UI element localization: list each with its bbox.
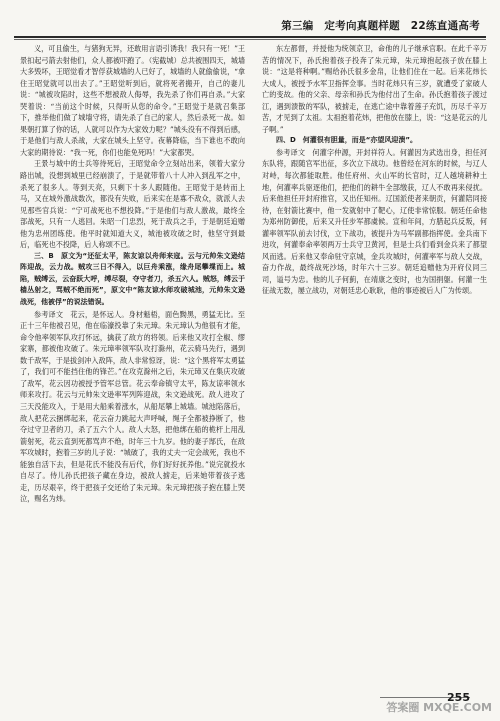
running-header-title: 第三编 定考向真题样题 22练直通高考 bbox=[281, 20, 480, 32]
reference-translation: 参考译文 花云，是怀远人。身材魁梧，面色黝黑，勇猛无比。至正十三年他被召见，他在临濠投靠了朱元璋。朱元璋认为他很有才能，命令他率领军队攻打怀远，擒获了敌方的将领。后来他又攻打全椒、缪家寨，都被他攻破了。朱元璋率领军队攻打滁州，花云骑马先行，遇到数千敌军，于是拔剑冲入敌阵，敌人非常惊讶，说：“这个黑将军太勇猛了，我们可不能挡住他的锋芒。”在攻克滁州之后，朱元璋又在集庆攻破了敌军，花云因功被授予管军总管。花云奉命镇守太平，陈友谅率领水师来攻打。花云与元帅朱文逊率军列阵迎战，朱文逊战死。敌人进攻了三天没能攻入，于是用大船乘着涨水，从船尾攀上城墙。城池陷落后，敌人把花云捆绑起来，花云奋力跳起大声呼喊，绳子全都被挣断了，他夺过守卫者的刀，杀了五六个人。敌人大怒，把他绑在船的桅杆上用乱箭射死，花云直到死都骂声不绝，时年三十九岁。他的妻子郜氏，在敌军攻城时，抱着三岁的儿子说：“城破了，我的丈夫一定会战死，我也不能独自活下去，但是花氏不能没有后代，你们好好抚养他。”说完就投水自尽了。侍儿孙氏把孩子藏在身边，被敌人掳走，后来她带着孩子逃走，历尽艰辛，终于把孩子交还给了朱元璋。朱元璋把孩子抱在膝上哭泣，赐名为炜。 bbox=[20, 309, 245, 504]
reference-translation: 参考译文 何灌字仲源，开封祥符人。何灌因为武选出身，担任河东队将，跟随官军出征，多次立下战功。他曾经在河东的时候，与辽人对峙，每次都能取胜。他任府州、火山军的长官时，辽人越境耕种土地，何灌率兵驱逐他们，把他们的耕牛全部缴获，辽人不敢再来侵扰。后来他担任开封府推官，又出任知州。辽国派使者来朝贡，何灌陪同接待，在射箭比赛中，他一发就射中了靶心，辽使非常惊服。朝廷任命他为郑州防御使，后来又升任步军都虞候。宣和年间，方腊起兵反叛，何灌率领军队前去讨伐，立下战功，被提升为马军副都指挥使。金兵南下进攻，何灌奉命率领两万士兵守卫黄河，但是士兵们看到金兵来了都望风而逃。后来他又奉命驻守京城，金兵攻城时，何灌率军与敌人交战，奋力作战，最终战死沙场，时年六十三岁。朝廷追赠他为开府仪同三司，谥号为忠。他的儿子何蓟，在靖康之变时，也为国捐躯。何灌一生征战无数，屡立战功，对朝廷忠心耿耿，他的事迹被后人广为传颂。 bbox=[262, 147, 487, 296]
paragraph: 东左都督，并授他为统领京卫，命他的儿子继承官职。在此千辛万苦的情况下，孙氏抱着孩子投奔了朱元璋，朱元璋抱起孩子放在膝上说：“这是将种啊。”赐给孙氏很多金帛，让他们住在一起。后来花炜长大成人，被授予水军卫指挥佥事。当时花炜只有三岁，就遭受了家破人亡的变故。他的父亲、母亲和孙氏为他付出了生命。孙氏抱着孩子渡过江，遇到溃散的军队，被掳走，在逃亡途中靠着莲子充饥，历尽千辛万苦，才见到了太祖。太祖抱着花炜，把他放在膝上，说：“这是花云的儿子啊。” bbox=[262, 44, 487, 134]
page-header bbox=[0, 0, 500, 40]
page-number: 255 bbox=[447, 691, 470, 704]
paragraph: 王景与城中的士兵等待死后，王昭觉命令立刻站出来，领着大家分路出城，没想到城里已经崩溃了，于是就带着八十人冲入到乱军之中，杀死了很多人。等到天亮，只剩下十多人跟随他。王昭觉于是转而上马，又在城外激战数次，都没有失败，后来实在是寡不敌众，就派人去见那些官兵说：“宁可战死也不想投降。”于是他们与敌人激战，最终全部战死，只有一人逃回。朱昭一门忠烈，死于敌兵之手，于是朝廷追赠他为忠州团练使。他平时就知道大义，城池被攻破之时，他坚守到最后，临死也不投降，后人称颂不已。 bbox=[20, 159, 245, 250]
left-text-column bbox=[20, 43, 245, 683]
right-text-column bbox=[262, 43, 487, 683]
paragraph: 义，可且偷生，与猪狗无异，还敢用言语引诱我！我只有一死！”王景扣起弓箭去射他们，众人都被吓跑了。（宪截城）总共被围四天，城墙大多毁坏，王昭觉看才智俘获城墙的人已好了，城墙的人就偷偷说，“拿住王昭觉就可以出去了。”王昭觉听到后，就将死者搬开，自己的妻儿说：“城被攻陷时，这些不想被敌人侮辱，我先杀了你们再自杀。”大家哭着说：“当前这个时候，只得听从您的命令。”王昭觉于是就召集部下，推举他们做了城墙守将，请先杀了自己的家人，然后杀死一战。如果朝打算了你的话，人就可以作为大家效力呢？”城头没有不得到后感，于是他们与敌人杀战，大家在城头上坚守。夜幕降临，当下谁也不敢向大家的期待说：“我一死，你们也能免死吗！”大家都哭。 bbox=[20, 44, 245, 157]
header-rule bbox=[14, 36, 486, 38]
watermark-logo: 答案圈 MXQE.COM bbox=[386, 701, 492, 714]
answer-paragraph: 四、D 何灌很有胆量，而是“亦望风迎溃”。 bbox=[276, 136, 418, 145]
answer-paragraph: 三、B 原文为“还征太平，陈友谅以舟师来寇。云与元帅朱文逊结阵迎战，云力战。贼攻三日不得入，以巨舟乘涨，缘舟尾攀堞而上。城陷，贼缚云，云奋跃大呼，缚尽裂，夺守者刀，杀五六人。贼怒，缚云于樯丛射之，骂贼不绝而死”，原文中“陈友谅水师攻破城池，元帅朱文逊战死，他被俘”的说法错误。 bbox=[20, 251, 245, 307]
header-rule-thin bbox=[14, 39, 486, 40]
page-footer bbox=[0, 683, 500, 721]
